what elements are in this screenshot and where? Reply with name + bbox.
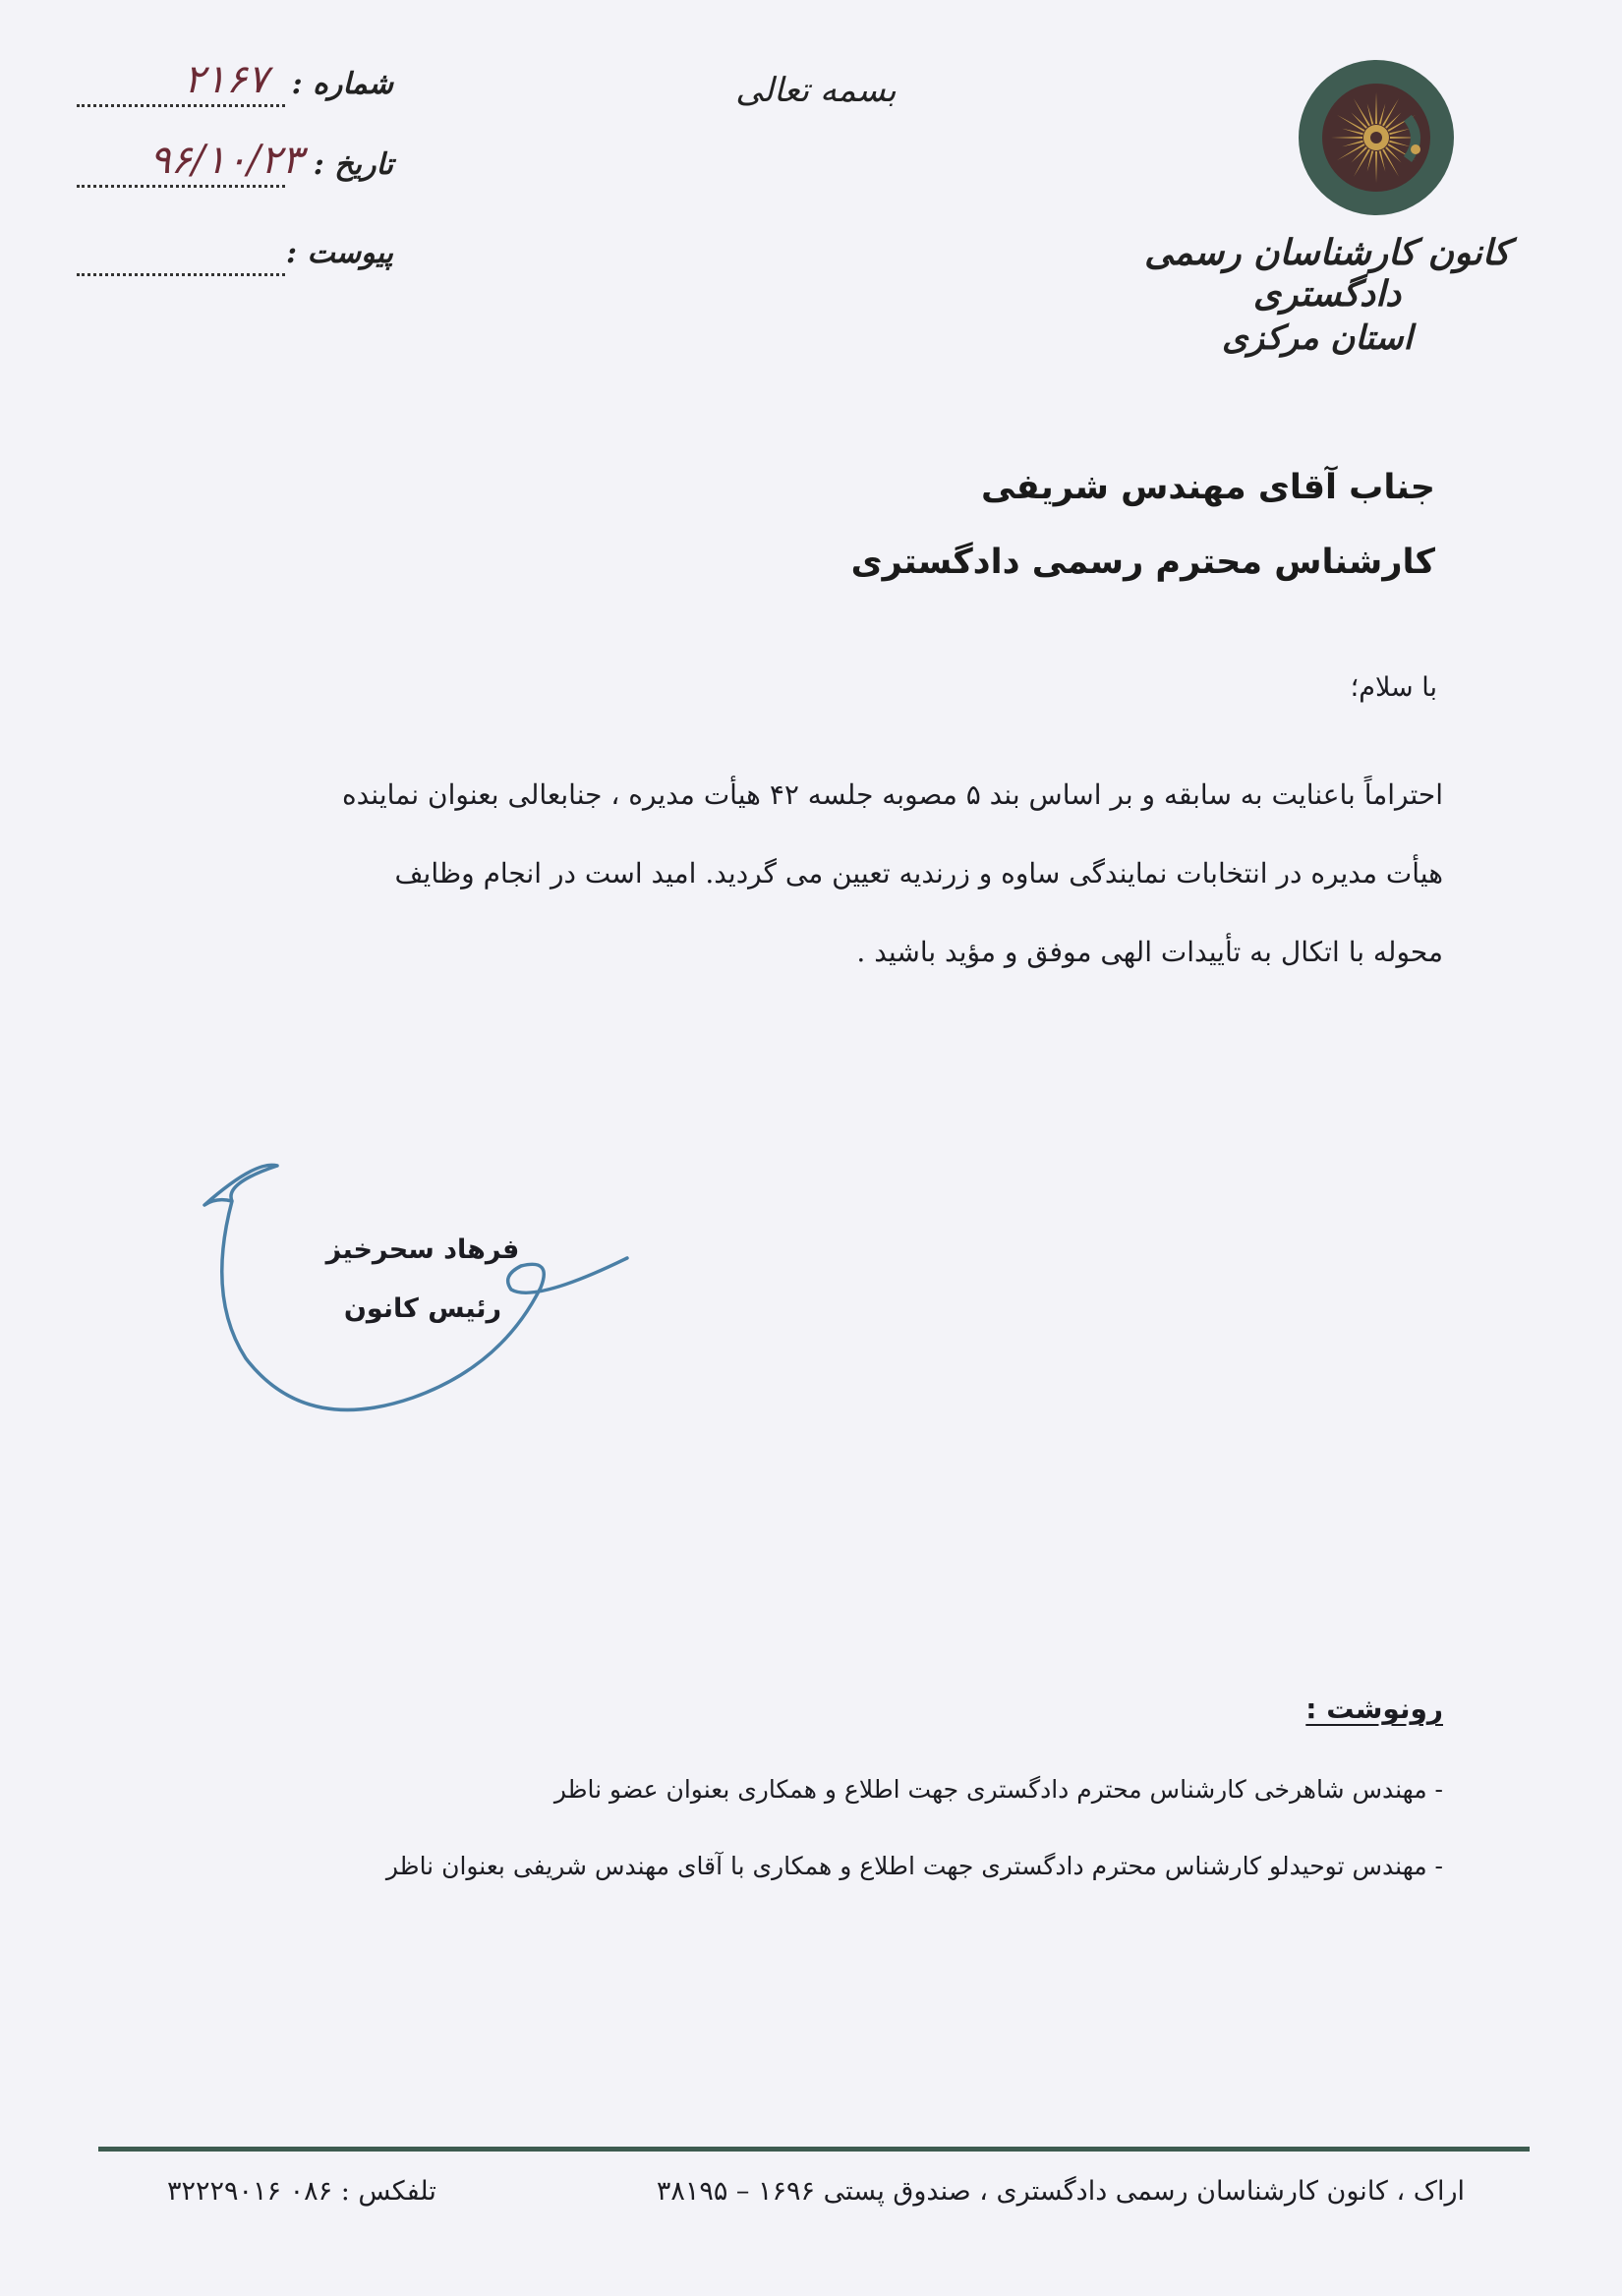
cc-item: - مهندس توحیدلو کارشناس محترم دادگستری جهت اطلاع و همکاری با آقای مهندس شریفی بعنوان ناظر	[385, 1852, 1443, 1880]
cc-heading: رونوشت :	[1305, 1693, 1443, 1725]
attachment-dotted-line	[77, 271, 285, 276]
footer-address: اراک ، کانون کارشناسان رسمی دادگستری ، صندوق پستی ۱۶۹۶ – ۳۸۱۹۵	[656, 2176, 1465, 2207]
letter-date-handwritten: ۹۶/۱۰/۲۳	[149, 138, 303, 183]
recipient-title: کارشناس محترم رسمی دادگستری	[850, 543, 1435, 582]
organization-name: کانون کارشناسان رسمی دادگستری	[1144, 232, 1510, 315]
organization-logo-icon	[1298, 59, 1455, 216]
signatory-title: رئیس کانون	[343, 1293, 502, 1324]
letter-number-row	[69, 57, 393, 122]
letter-attachment-label: پیوست :	[285, 236, 393, 270]
recipient-name: جناب آقای مهندس شریفی	[980, 468, 1435, 507]
cc-item: - مهندس شاهرخی کارشناس محترم دادگستری جهت اطلاع و همکاری بعنوان عضو ناظر	[553, 1775, 1443, 1804]
letter-attachment-row	[69, 232, 393, 291]
handwritten-signature	[187, 1140, 659, 1435]
footer-divider	[98, 2147, 1530, 2152]
letter-number-label: شماره :	[291, 67, 393, 101]
organization-province: استان مرکزی	[1222, 318, 1413, 358]
letter-number-handwritten: ۲۱۶۷	[184, 57, 268, 102]
number-dotted-line	[77, 102, 285, 107]
letter-date-label: تاریخ :	[313, 147, 393, 182]
date-dotted-line	[77, 183, 285, 188]
body-line: محوله با اتکال به تأییدات الهی موفق و مؤید باشید .	[856, 936, 1443, 968]
body-line: احتراماً باعنایت به سابقه و بر اساس بند ۵ مصوبه جلسه ۴۲ هیأت مدیره ، جنابعالی بعنوان نماینده	[342, 778, 1443, 811]
greeting: با سلام؛	[1350, 672, 1437, 703]
invocation-heading: بسمه تعالی	[735, 71, 897, 110]
signatory-name: فرهاد سحرخیز	[325, 1234, 520, 1265]
footer-fax: تلفکس : ۰۸۶ ۳۲۲۲۹۰۱۶	[167, 2176, 436, 2207]
body-line: هیأت مدیره در انتخابات نمایندگی ساوه و زرندیه تعیین می گردید. امید است در انجام وظایف	[394, 857, 1443, 890]
letter-date-row	[69, 138, 393, 202]
